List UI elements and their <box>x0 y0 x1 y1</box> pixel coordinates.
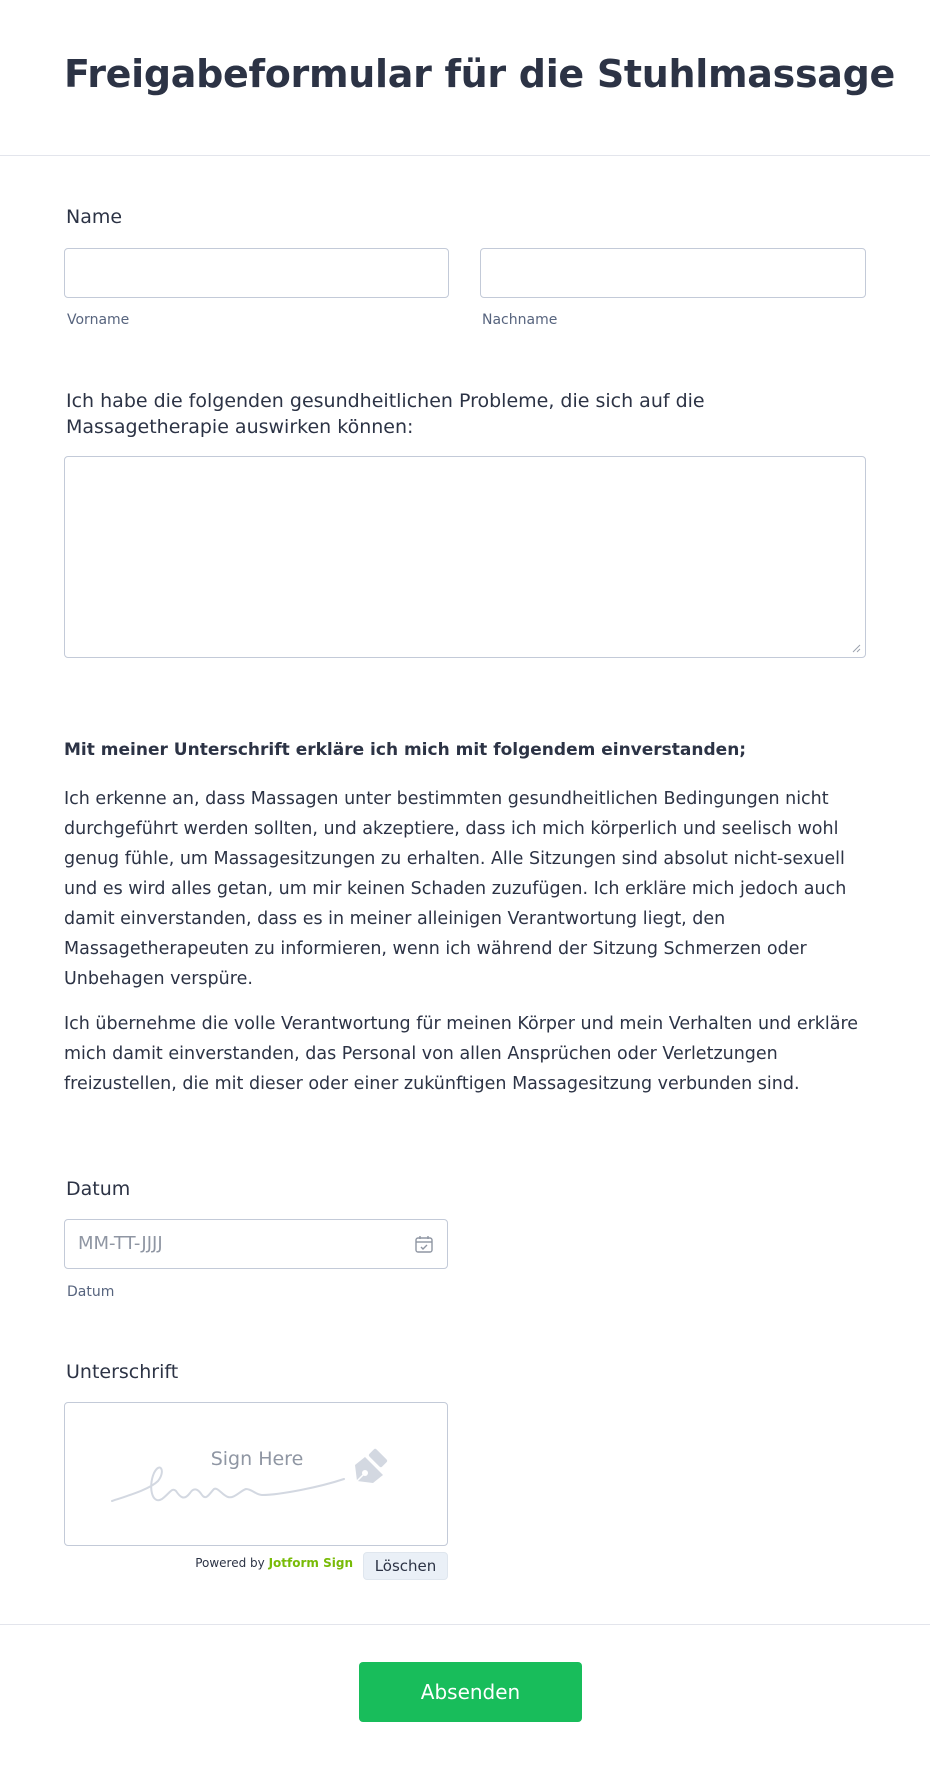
last-name-input[interactable] <box>480 248 866 298</box>
calendar-icon[interactable] <box>414 1234 434 1254</box>
consent-paragraph-1: Ich erkenne an, dass Massagen unter bestimmten gesundheitlichen Bedingungen nicht durchgeführt werden sollten, und akzeptiere, dass ich mich körperlich und seelisch wohl genug fühle, um Massagesitzungen zu erhalten. Alle Sitzungen sind absolut nicht-sexuell und es wird alles getan, um mir keinen Schaden zuzufügen. Ich erkläre mich jedoch auch damit einverstanden, dass es in meiner alleinigen Verantwortung liegt, den Massagetherapeuten zu informieren, wenn ich während der Sitzung Schmerzen oder Unbehagen verspüre. <box>64 789 847 989</box>
signature-pad[interactable] <box>64 1402 448 1546</box>
jotform-sign-link[interactable]: Jotform Sign <box>268 1556 353 1570</box>
resize-grip-icon[interactable] <box>851 643 861 653</box>
last-name-sublabel: Nachname <box>482 312 558 328</box>
signature-label: Unterschrift <box>66 1361 179 1383</box>
sign-here-prompt: Sign Here <box>210 1448 304 1470</box>
pen-nib-icon <box>347 1447 393 1493</box>
first-name-sublabel: Vorname <box>67 312 130 328</box>
date-placeholder: MM-TT-JJJJ <box>78 1233 163 1254</box>
date-sublabel: Datum <box>67 1284 115 1300</box>
date-label: Datum <box>66 1178 131 1200</box>
name-label: Name <box>66 206 123 228</box>
powered-by <box>195 1556 353 1570</box>
health-issues-textarea[interactable] <box>64 456 866 658</box>
clear-signature-button[interactable]: Löschen <box>363 1552 448 1580</box>
consent-paragraph-2: Ich übernehme die volle Verantwortung für meinen Körper und mein Verhalten und erkläre mich damit einverstanden, das Personal von allen Ansprüchen oder Verletzungen freizustellen, die mit dieser oder einer zukünftigen Massagesitzung verbunden sind. <box>64 1014 859 1094</box>
health-issues-label: Ich habe die folgenden gesundheitlichen Probleme, die sich auf die Massagetherapie auswirken können: <box>66 390 705 438</box>
powered-by-text: Powered by <box>195 1556 265 1570</box>
first-name-input[interactable] <box>64 248 449 298</box>
form-header <box>0 0 930 156</box>
footer-divider <box>0 1624 930 1625</box>
submit-button[interactable]: Absenden <box>359 1662 582 1722</box>
consent-heading: Mit meiner Unterschrift erkläre ich mich mit folgendem einverstanden; <box>64 740 747 760</box>
date-input[interactable] <box>64 1219 448 1269</box>
page-title: Freigabeformular für die Stuhlmassage <box>64 52 895 96</box>
